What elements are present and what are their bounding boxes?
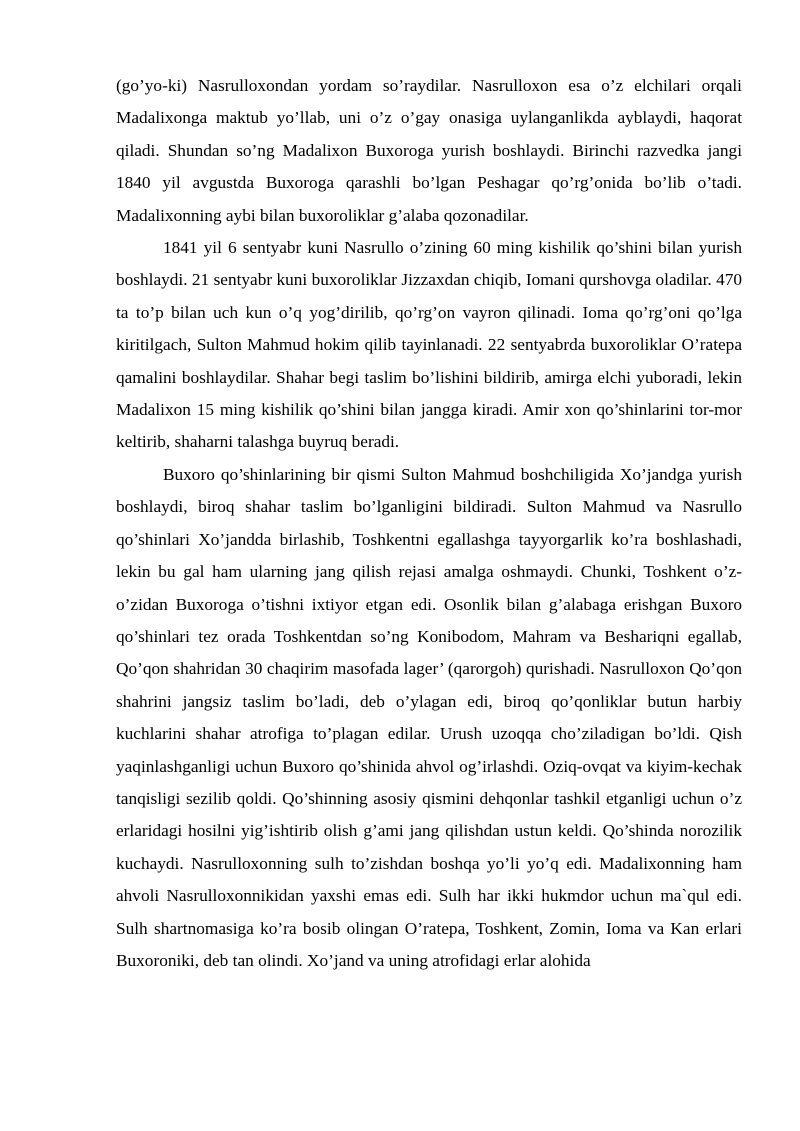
paragraph-3: Buxoro qo’shinlarining bir qismi Sulton Mahmud boshchiligida Xo’jandga yurish boshlaydi, biroq shahar taslim bo’lganligini bildiradi. Sulton Mahmud va Nasrullo qo’shinlari Xo’jandda birlashib, Toshkentni egallashga tayyorgarlik ko’ra boshlashadi, lekin bu gal ham ularning jang qilish rejasi amalga oshmaydi. Chunki, Toshkent o’z-o’zidan Buxoroga o’tishni ixtiyor etgan edi. Osonlik bilan g’alabaga erishgan Buxoro qo’shinlari tez orada Toshkentdan so’ng Konibodom, Mahram va Beshariqni egallab, Qo’qon shahridan 30 chaqirim masofada lager’ (qarorgoh) qurishadi. Nasrulloxon Qo’qon shahrini jangsiz taslim bo’ladi, deb o’ylagan edi, biroq qo’qonliklar butun harbiy kuchlarini shahar atrofiga to’plagan edilar. Urush uzoqqa cho’ziladigan bo’ldi. Qish yaqinlashganligi uchun Buxoro qo’shinida ahvol og’irlashdi. Oziq-ovqat va kiyim-kechak tanqisligi sezilib qoldi. Qo’shinning asosiy qismini dehqonlar tashkil etganligi uchun o’z erlaridagi hosilni yig’ishtirib olish g’ami jang qilishdan ustun keldi. Qo’shinda norozilik kuchaydi. Nasrulloxonning sulh to’zishdan boshqa yo’li yo’q edi. Madalixonning ham ahvoli Nasrulloxonnikidan yaxshi emas edi. Sulh har ikki hukmdor uchun ma`qul edi. Sulh shartnomasiga ko’ra bosib olingan O’ratepa, Toshkent, Zomin, Ioma va Kan erlari Buxoroniki, deb tan olindi. Xo’jand va uning atrofidagi erlar alohida [116,464,742,970]
document-body [116,70,742,977]
paragraph-2: 1841 yil 6 sentyabr kuni Nasrullo o’zining 60 ming kishilik qo’shini bilan yurish boshlaydi. 21 sentyabr kuni buxoroliklar Jizzaxdan chiqib, Iomani qurshovga oladilar. 470 ta to’p bilan uch kun o’q yog’dirilib, qo’rg’on vayron qilinadi. Ioma qo’rg’oni qo’lga kiritilgach, Sulton Mahmud hokim qilib tayinlanadi. 22 sentyabrda buxoroliklar O’ratepa qamalini boshlaydilar. Shahar begi taslim bo’lishini bildirib, amirga elchi yuboradi, lekin Madalixon 15 ming kishilik qo’shini bilan jangga kiradi. Amir xon qo’shinlarini tor-mor keltirib, shaharni talashga buyruq beradi. [116,238,742,452]
paragraph-1: (go’yo-ki) Nasrulloxondan yordam so’raydilar. Nasrulloxon esa o’z elchilari orqali Madalixonga maktub yo’llab, uni o’z o’gay onasiga uylanganlikda ayblaydi, haqorat qiladi. Shundan so’ng Madalixon Buxoroga yurish boshlaydi. Birinchi razvedka jangi 1840 yil avgustda Buxoroga qarashli bo’lgan Peshagar qo’rg’onida bo’lib o’tadi. Madalixonning aybi bilan buxoroliklar g’alaba qozonadilar. [116,76,742,225]
